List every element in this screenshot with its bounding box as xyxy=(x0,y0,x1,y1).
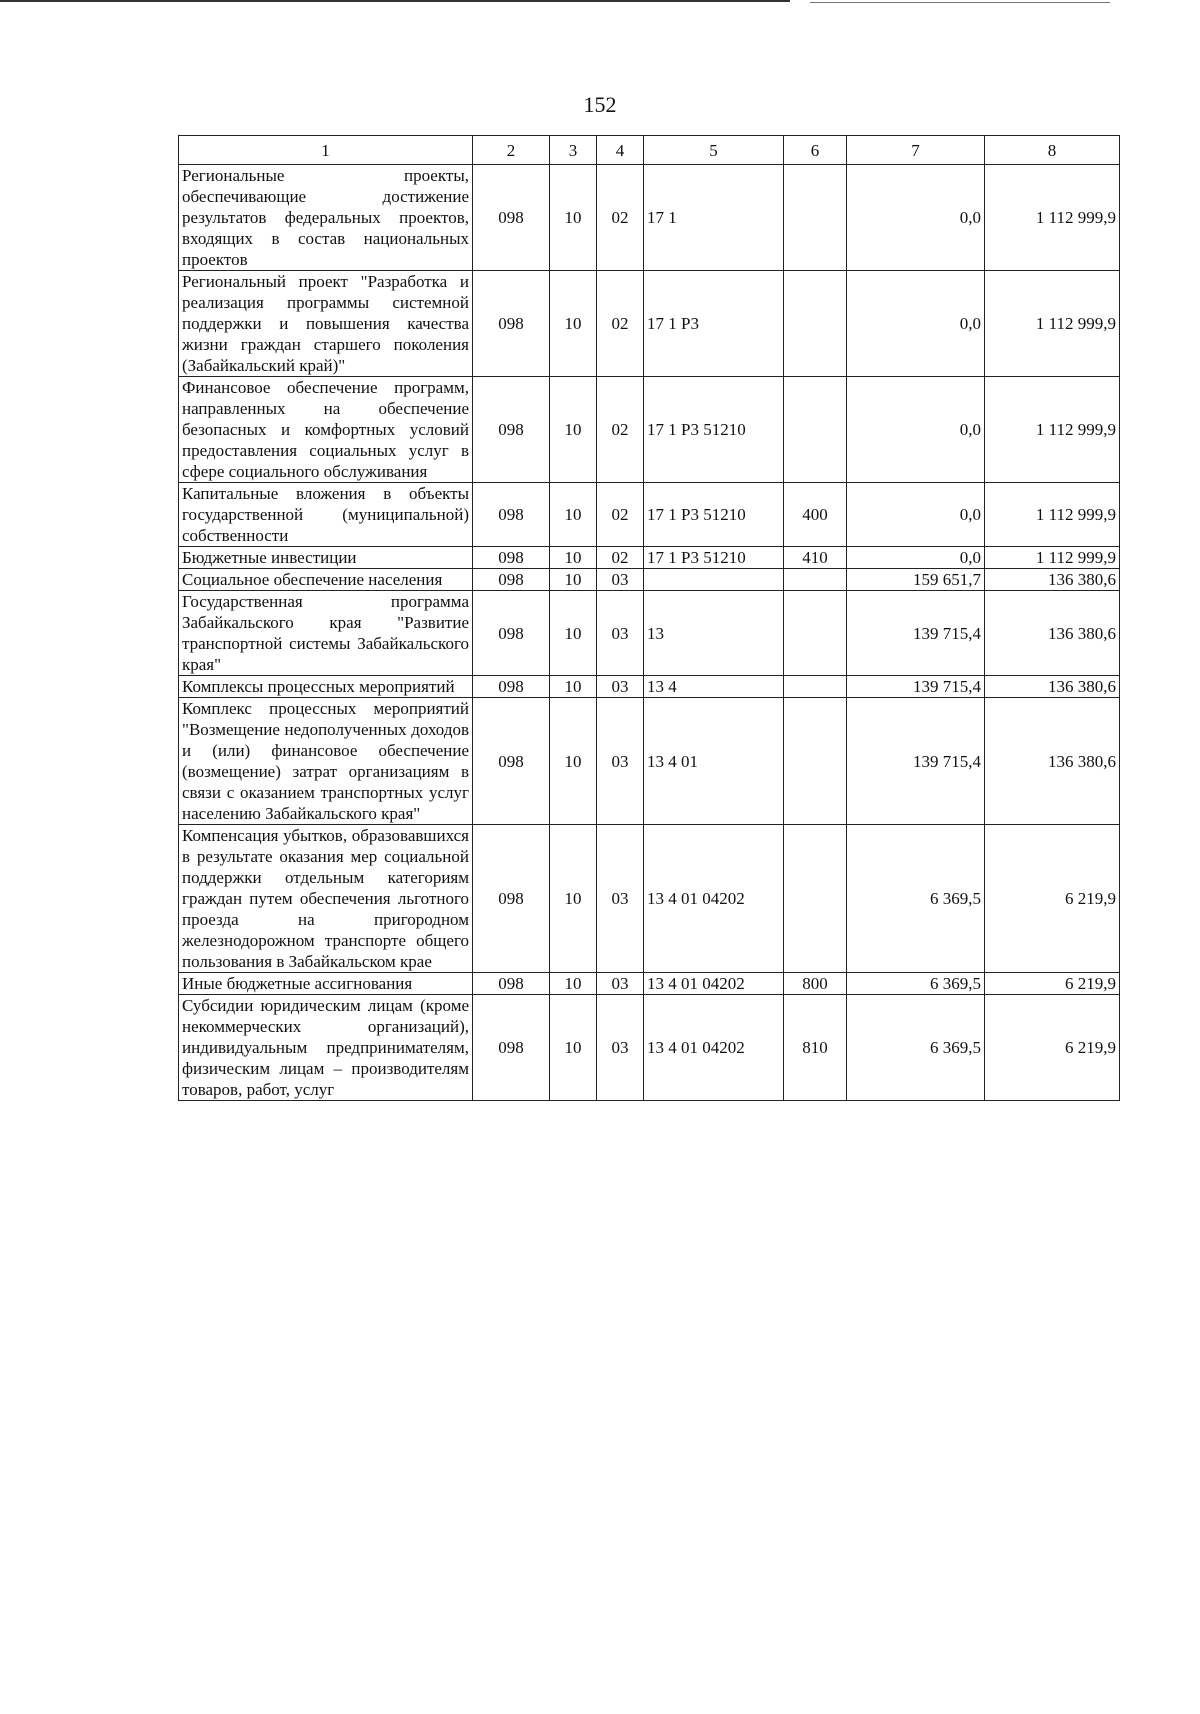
cell-ministry: 098 xyxy=(473,676,550,698)
cell-subsection: 03 xyxy=(597,698,644,825)
cell-amount-8: 136 380,6 xyxy=(985,698,1120,825)
table-row xyxy=(179,676,1120,698)
cell-section: 10 xyxy=(550,973,597,995)
cell-ministry: 098 xyxy=(473,825,550,973)
row-name: Региональный проект "Разработка и реализация программы системной поддержки и повышения качества жизни граждан старшего поколения (Забайкальский край)" xyxy=(179,271,473,377)
table-row xyxy=(179,271,1120,377)
cell-amount-7: 159 651,7 xyxy=(847,569,985,591)
cell-section: 10 xyxy=(550,676,597,698)
cell-subsection: 03 xyxy=(597,591,644,676)
column-header: 8 xyxy=(985,136,1120,165)
column-header: 4 xyxy=(597,136,644,165)
cell-section: 10 xyxy=(550,698,597,825)
row-name: Капитальные вложения в объекты государственной (муниципальной) собственности xyxy=(179,483,473,547)
cell-ministry: 098 xyxy=(473,591,550,676)
column-header: 1 xyxy=(179,136,473,165)
cell-subsection: 02 xyxy=(597,377,644,483)
cell-subsection: 03 xyxy=(597,973,644,995)
cell-section: 10 xyxy=(550,377,597,483)
cell-section: 10 xyxy=(550,165,597,271)
cell-expense-type xyxy=(784,825,847,973)
row-name: Социальное обеспечение населения xyxy=(179,569,473,591)
cell-subsection: 02 xyxy=(597,547,644,569)
cell-target-article: 17 1 P3 51210 xyxy=(644,377,784,483)
row-name: Государственная программа Забайкальского края "Развитие транспортной системы Забайкальского края" xyxy=(179,591,473,676)
cell-amount-8: 6 219,9 xyxy=(985,825,1120,973)
cell-expense-type: 410 xyxy=(784,547,847,569)
cell-expense-type xyxy=(784,591,847,676)
cell-target-article: 13 4 01 04202 xyxy=(644,995,784,1101)
cell-amount-8: 6 219,9 xyxy=(985,973,1120,995)
column-header: 6 xyxy=(784,136,847,165)
row-name: Комплексы процессных мероприятий xyxy=(179,676,473,698)
cell-target-article xyxy=(644,569,784,591)
cell-target-article: 17 1 xyxy=(644,165,784,271)
cell-section: 10 xyxy=(550,569,597,591)
row-name: Иные бюджетные ассигнования xyxy=(179,973,473,995)
cell-subsection: 02 xyxy=(597,271,644,377)
cell-amount-8: 6 219,9 xyxy=(985,995,1120,1101)
cell-ministry: 098 xyxy=(473,165,550,271)
row-name: Комплекс процессных мероприятий "Возмещение недополученных доходов и (или) финансовое обеспечение (возмещение) затрат организациям в связи с оказанием транспортных услуг населению Забайкальского края" xyxy=(179,698,473,825)
cell-amount-7: 0,0 xyxy=(847,165,985,271)
cell-ministry: 098 xyxy=(473,271,550,377)
cell-expense-type xyxy=(784,676,847,698)
row-name: Бюджетные инвестиции xyxy=(179,547,473,569)
cell-amount-7: 0,0 xyxy=(847,271,985,377)
cell-ministry: 098 xyxy=(473,995,550,1101)
cell-amount-8: 136 380,6 xyxy=(985,676,1120,698)
table-row xyxy=(179,698,1120,825)
cell-expense-type xyxy=(784,569,847,591)
cell-amount-8: 1 112 999,9 xyxy=(985,377,1120,483)
cell-amount-7: 139 715,4 xyxy=(847,698,985,825)
cell-target-article: 17 1 P3 51210 xyxy=(644,547,784,569)
column-header: 2 xyxy=(473,136,550,165)
cell-subsection: 03 xyxy=(597,676,644,698)
cell-amount-7: 0,0 xyxy=(847,483,985,547)
cell-amount-8: 136 380,6 xyxy=(985,569,1120,591)
table-row xyxy=(179,547,1120,569)
cell-expense-type xyxy=(784,377,847,483)
table-row xyxy=(179,995,1120,1101)
cell-amount-8: 1 112 999,9 xyxy=(985,547,1120,569)
cell-amount-8: 136 380,6 xyxy=(985,591,1120,676)
cell-target-article: 13 4 01 xyxy=(644,698,784,825)
cell-ministry: 098 xyxy=(473,547,550,569)
cell-amount-8: 1 112 999,9 xyxy=(985,165,1120,271)
cell-expense-type xyxy=(784,271,847,377)
cell-amount-7: 0,0 xyxy=(847,377,985,483)
row-name: Компенсация убытков, образовавшихся в результате оказания мер социальной поддержки отдельным категориям граждан путем обеспечения льготного проезда на пригородном железнодорожном транспорте общего пользования в Забайкальском крае xyxy=(179,825,473,973)
table-row xyxy=(179,591,1120,676)
cell-target-article: 13 xyxy=(644,591,784,676)
cell-expense-type: 800 xyxy=(784,973,847,995)
scan-edge-line xyxy=(810,2,1110,3)
cell-ministry: 098 xyxy=(473,698,550,825)
row-name: Региональные проекты, обеспечивающие достижение результатов федеральных проектов, входящих в состав национальных проектов xyxy=(179,165,473,271)
cell-ministry: 098 xyxy=(473,483,550,547)
cell-target-article: 13 4 01 04202 xyxy=(644,825,784,973)
row-name: Финансовое обеспечение программ, направленных на обеспечение безопасных и комфортных условий предоставления социальных услуг в сфере социального обслуживания xyxy=(179,377,473,483)
table-header-row xyxy=(179,136,1120,165)
cell-ministry: 098 xyxy=(473,377,550,483)
column-header: 3 xyxy=(550,136,597,165)
cell-expense-type: 810 xyxy=(784,995,847,1101)
scan-edge-line xyxy=(0,0,790,2)
table-row xyxy=(179,825,1120,973)
cell-subsection: 03 xyxy=(597,569,644,591)
cell-amount-7: 139 715,4 xyxy=(847,676,985,698)
table-row xyxy=(179,569,1120,591)
page-number: 152 xyxy=(583,92,617,117)
cell-section: 10 xyxy=(550,547,597,569)
cell-section: 10 xyxy=(550,271,597,377)
cell-subsection: 02 xyxy=(597,483,644,547)
cell-target-article: 13 4 xyxy=(644,676,784,698)
cell-ministry: 098 xyxy=(473,973,550,995)
row-name: Субсидии юридическим лицам (кроме некоммерческих организаций), индивидуальным предпринимателям, физическим лицам – производителям товаров, работ, услуг xyxy=(179,995,473,1101)
cell-amount-8: 1 112 999,9 xyxy=(985,271,1120,377)
cell-subsection: 03 xyxy=(597,995,644,1101)
cell-amount-8: 1 112 999,9 xyxy=(985,483,1120,547)
cell-amount-7: 139 715,4 xyxy=(847,591,985,676)
budget-table xyxy=(178,135,1120,1101)
cell-ministry: 098 xyxy=(473,569,550,591)
table-row xyxy=(179,483,1120,547)
cell-section: 10 xyxy=(550,483,597,547)
table-row xyxy=(179,973,1120,995)
cell-section: 10 xyxy=(550,591,597,676)
cell-amount-7: 0,0 xyxy=(847,547,985,569)
cell-expense-type xyxy=(784,698,847,825)
cell-section: 10 xyxy=(550,825,597,973)
cell-target-article: 17 1 P3 51210 xyxy=(644,483,784,547)
column-header: 7 xyxy=(847,136,985,165)
cell-expense-type xyxy=(784,165,847,271)
table-row xyxy=(179,165,1120,271)
cell-target-article: 13 4 01 04202 xyxy=(644,973,784,995)
cell-amount-7: 6 369,5 xyxy=(847,973,985,995)
cell-expense-type: 400 xyxy=(784,483,847,547)
table-row xyxy=(179,377,1120,483)
cell-subsection: 03 xyxy=(597,825,644,973)
cell-amount-7: 6 369,5 xyxy=(847,995,985,1101)
cell-target-article: 17 1 P3 xyxy=(644,271,784,377)
column-header: 5 xyxy=(644,136,784,165)
cell-amount-7: 6 369,5 xyxy=(847,825,985,973)
cell-section: 10 xyxy=(550,995,597,1101)
cell-subsection: 02 xyxy=(597,165,644,271)
